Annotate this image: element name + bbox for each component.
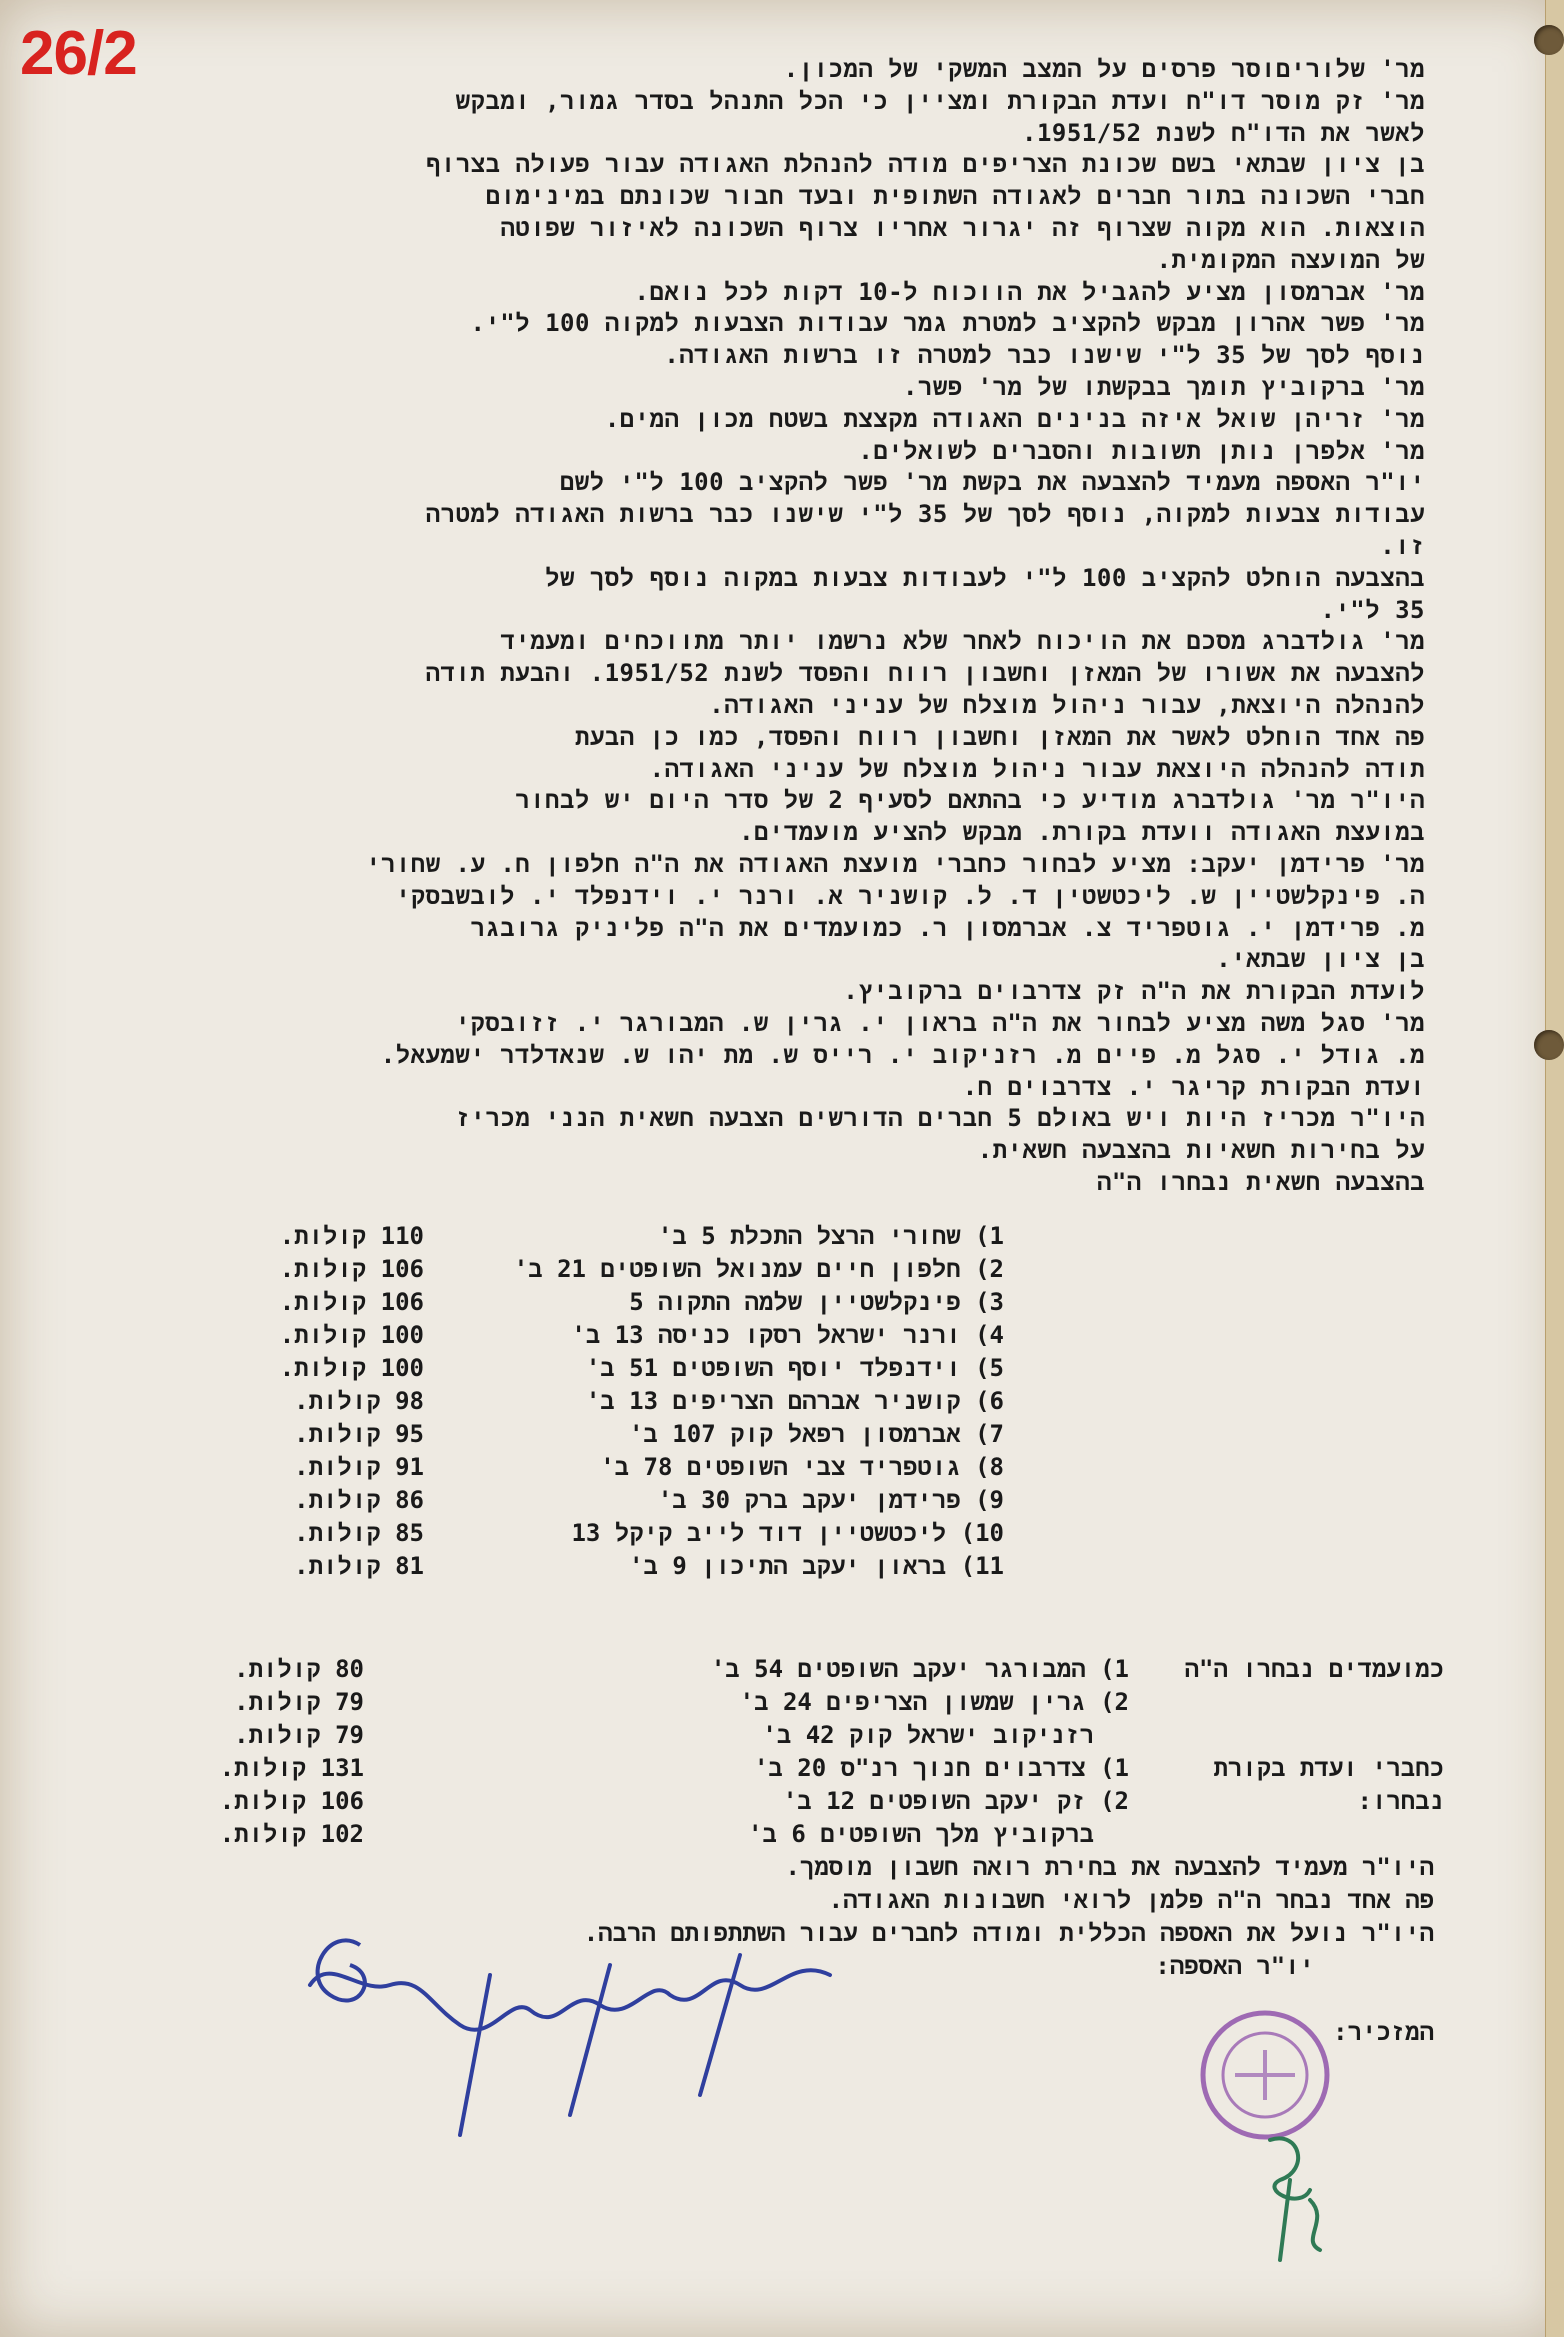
vote-row [571, 1319, 1004, 1352]
text-line: מר' פשר אהרון מבקש להקציב למטרת גמר עבודות הצבעות למקוה 100 ל"י. [470, 309, 1425, 338]
vote-number: 100 [380, 1321, 424, 1349]
vote-count [294, 1451, 424, 1484]
text-line: ועדת הבקורת קריגר י. צדרבוים ח. [962, 1072, 1425, 1101]
vote-count [220, 1818, 364, 1851]
vote-number: 95 [395, 1420, 424, 1448]
vote-index: 7) [975, 1420, 1004, 1448]
vote-index: 1) [1100, 1754, 1129, 1782]
text-line: להצבעה את אשורו של המאזן וחשבון רווח והפסד לשנת 1951/52. והבעת תודה [425, 659, 1425, 688]
text-line: בן ציון שבתאי בשם שכונת הצריפים מודה להנהלת האגודה עבור פעולה בצרוף [426, 150, 1425, 179]
vote-row [586, 1352, 1004, 1385]
vote-count [280, 1220, 424, 1253]
punch-hole-top [1534, 25, 1564, 55]
vote-number: 98 [395, 1387, 424, 1415]
vote-candidate: פרידמן יעקב ברק 30 ב' [657, 1486, 961, 1514]
green-initials [1250, 2120, 1340, 2270]
vote-unit: קולות. [219, 1787, 307, 1815]
vote-number: 80 [335, 1655, 364, 1683]
text-line: מר' זריהן שואל איזה בנינים האגודה מקצצת בשטח מכון המים. [604, 404, 1425, 433]
vote-unit: קולות. [219, 1820, 307, 1848]
paper-edge [1545, 0, 1564, 2337]
vote-count [220, 1752, 364, 1785]
vote-row [762, 1719, 1094, 1752]
vote-count [294, 1517, 424, 1550]
text-line: מר' גולדברג מסכם את הויכוח לאחר שלא נרשמו יותר מתווכחים ומעמיד [500, 627, 1425, 656]
vote-row [629, 1550, 1004, 1583]
vote-count [294, 1418, 424, 1451]
vote-unit: קולות. [279, 1354, 367, 1382]
vote-index: 2) [1100, 1787, 1129, 1815]
vote-number: 106 [380, 1288, 424, 1316]
text-line: מר' סגל משה מציע לבחור את ה"ה בראון י. גרין ש. המבורגר י. זזובסקי [455, 1008, 1425, 1037]
vote-unit: קולות. [294, 1453, 381, 1481]
text-line: מר' אלפרן נותן תשובות והסברים לשואלים. [858, 436, 1425, 465]
vote-row [514, 1253, 1004, 1286]
text-line: בהצבעה חשאית נבחרו ה"ה [1096, 1167, 1425, 1196]
vote-candidate: ליכטשטיין דוד לייב קיקל 13 [571, 1519, 947, 1547]
vote-number: 86 [395, 1486, 424, 1514]
vote-row [571, 1517, 1004, 1550]
text-line: מ. גודל י. סגל מ. פיים מ. רזניקוב י. רייס ש. מת יהו ש. שנאדלדר ישמעאל. [380, 1040, 1425, 1069]
vote-row [658, 1484, 1004, 1517]
vote-candidate: רזניקוב ישראל קוק 42 ב' [762, 1721, 1094, 1749]
text-line: מר' זק מוסר דו"ח ועדת הבקורת ומציין כי הכל התנהל בסדר גמור, ומבקש [455, 86, 1425, 115]
page-number: 26/2 [20, 19, 137, 88]
vote-unit: קולות. [234, 1655, 321, 1683]
vote-row [754, 1752, 1129, 1785]
vote-row [740, 1686, 1129, 1719]
text-line: של המועצה המקומית. [1156, 245, 1425, 274]
vote-index: 3) [975, 1288, 1004, 1316]
vote-count [234, 1653, 364, 1686]
vote-number: 79 [335, 1688, 364, 1716]
text-line: בן ציון שבתאי. [1216, 945, 1425, 974]
text-line: מר' פרידמן יעקב: מציע לבחור כחברי מועצת האגודה את ה"ה חלפון ח. ע. שחורי [366, 849, 1425, 878]
vote-index: 6) [975, 1387, 1004, 1415]
vote-index: 9) [975, 1486, 1004, 1514]
vote-candidate: בראון יעקב התיכון 9 ב' [629, 1552, 947, 1580]
vote-unit: קולות. [294, 1486, 381, 1514]
text-line: מר' שלוריםוסר פרסים על המצב המשקי של המכון. [783, 55, 1425, 83]
vote-number: 102 [320, 1820, 364, 1848]
text-line: פה אחד הוחלט לאשר את המאזן וחשבון רווח והפסד, כמו כן הבעת [575, 722, 1425, 751]
vote-unit: קולות. [219, 1754, 307, 1782]
vote-index: 8) [975, 1453, 1004, 1481]
vote-row [629, 1418, 1004, 1451]
candidates-label: כמועמדים נבחרו ה"ה [1184, 1655, 1444, 1683]
vote-candidate: אברמסון רפאל קוק 107 ב' [628, 1420, 961, 1448]
vote-candidate: קושניר אברהם הצריפים 13 ב' [585, 1387, 961, 1415]
vote-row [748, 1818, 1094, 1851]
vote-index: 10) [960, 1519, 1004, 1547]
vote-unit: קולות. [294, 1387, 381, 1415]
vote-candidate: שחורי הרצל התכלת 5 ב' [657, 1222, 961, 1250]
vote-unit: קולות. [279, 1255, 367, 1283]
vote-candidate: גרין שמשון הצריפים 24 ב' [739, 1688, 1086, 1716]
vote-candidate: זק יעקב השופטים 12 ב' [782, 1787, 1086, 1815]
closing-line: היו"ר מעמיד להצבעה את בחירת רואה חשבון מוסמך. [785, 1853, 1434, 1881]
text-line: במועצת האגודה וועדת בקורת. מבקש להציע מועמדים. [739, 818, 1425, 847]
vote-count [280, 1319, 424, 1352]
punch-hole-bottom [1534, 1030, 1564, 1060]
vote-candidate: המבורגר יעקב השופטים 54 ב' [710, 1655, 1086, 1683]
vote-index: 5) [975, 1354, 1004, 1382]
text-line: 35 ל"י. [1320, 595, 1425, 624]
vote-row [600, 1451, 1004, 1484]
text-line: הוצאות. הוא מקוה שצרוף זה יגרור אחריו צרוף השכונה לאיזור שפוטה [500, 213, 1425, 242]
vote-index: 1) [1100, 1655, 1129, 1683]
text-line: על בחירות חשאיות בהצבעה חשאית. [977, 1136, 1425, 1165]
audit-label-elected: נבחרו: [1357, 1787, 1444, 1815]
vote-candidate: ברקוביץ מלך השופטים 6 ב' [748, 1820, 1094, 1848]
vote-count [280, 1352, 424, 1385]
vote-unit: קולות. [294, 1519, 381, 1547]
vote-row [484, 1220, 1004, 1253]
text-line: מר' אברמסון מציע להגביל את הווכוח ל-10 דקות לכל נואם. [634, 277, 1425, 306]
vote-candidate: פינקלשטיין שלמה התקוה 5 [629, 1288, 961, 1316]
vote-index: 11) [960, 1552, 1004, 1580]
closing-line: היו"ר נועל את האספה הכללית ומודה לחברים עבור השתתפותם הרבה. [583, 1919, 1434, 1947]
secretary-label: המזכיר: [1333, 2018, 1434, 2046]
vote-unit: קולות. [234, 1688, 321, 1716]
text-line: עבודות צבעות למקוה, נוסף לסך של 35 ל"י שישנו כבר ברשות האגודה למטרה [425, 500, 1425, 529]
vote-count [234, 1686, 364, 1719]
text-line: היו"ר מכריז היות ויש באולם 5 חברים הדורשים הצבעה חשאית הנני מכריז [455, 1104, 1425, 1133]
vote-number: 81 [395, 1552, 424, 1580]
text-line: מ. פרידמן י. גוטפריד צ. אברמסון ר. כמועמדים את ה"ה פליניק גרובגר [470, 913, 1425, 942]
text-line: לאשר את הדו"ח לשנת 1951/52. [1022, 118, 1425, 147]
signature-scribble [270, 1915, 870, 2155]
audit-label: כחברי ועדת בקורת [1213, 1754, 1444, 1782]
vote-number: 106 [380, 1255, 424, 1283]
text-line: בהצבעה הוחלט להקציב 100 ל"י לעבודות צבעות במקוה נוסף לסך של [545, 563, 1425, 592]
vote-candidate: וידנפלד יוסף השופטים 51 ב' [585, 1354, 961, 1382]
vote-index: 1) [975, 1222, 1004, 1250]
vote-unit: קולות. [279, 1222, 367, 1250]
vote-number: 131 [320, 1754, 364, 1782]
vote-count [280, 1253, 424, 1286]
vote-number: 91 [395, 1453, 424, 1481]
vote-unit: קולות. [279, 1288, 367, 1316]
vote-count [294, 1484, 424, 1517]
vote-count [294, 1550, 424, 1583]
vote-unit: קולות. [279, 1321, 367, 1349]
vote-unit: קולות. [294, 1420, 381, 1448]
text-line: נוסף לסך של 35 ל"י שישנו כבר למטרה זו ברשות האגודה. [664, 341, 1425, 370]
chair-label: יו"ר האספה: [1155, 1952, 1314, 1980]
vote-number: 106 [320, 1787, 364, 1815]
vote-count [220, 1785, 364, 1818]
vote-row [783, 1785, 1129, 1818]
vote-candidate: ורנר ישראל רסקו כניסה 13 ב' [571, 1321, 961, 1349]
vote-candidate: צדרבוים חנוך רנ"ס 20 ב' [753, 1754, 1086, 1782]
minutes-body [70, 54, 1425, 1199]
vote-count [234, 1719, 364, 1752]
text-line: חברי השכונה בתור חברים לאגודה השתופית ובעד חבור שכונתם במינימום [485, 182, 1425, 211]
text-line: תודה להנהלה היוצאת עבור ניהול מוצלח של עניני האגודה. [649, 754, 1425, 783]
vote-candidate: חלפון חיים עמנואל השופטים 21 ב' [513, 1255, 961, 1283]
vote-unit: קולות. [234, 1721, 321, 1749]
vote-number: 100 [380, 1354, 424, 1382]
vote-count [280, 1286, 424, 1319]
vote-number: 79 [335, 1721, 364, 1749]
vote-row [586, 1385, 1004, 1418]
closing-line: פה אחד נבחר ה"ה פלמן לרואי חשבונות האגודה. [828, 1886, 1434, 1914]
text-line: ה. פינקלשטיין ש. ליכטשטין ד. ל. קושניר א. ורנר י. וידנפלד י. לובשבסקי [395, 881, 1425, 910]
text-line: מר' ברקוביץ תומך בבקשתו של מר' פשר. [902, 372, 1425, 401]
vote-candidate: גוטפריד צבי השופטים 78 ב' [600, 1453, 961, 1481]
text-line: היו"ר מר' גולדברג מודיע כי בהתאם לסעיף 2 של סדר היום יש לבחור [515, 786, 1425, 815]
vote-unit: קולות. [294, 1552, 381, 1580]
vote-index: 4) [975, 1321, 1004, 1349]
text-line: זו. [1380, 531, 1425, 560]
vote-row [629, 1286, 1004, 1319]
text-line: יו"ר האספה מעמיד להצבעה את בקשת מר' פשר להקציב 100 ל"י לשם [559, 468, 1425, 497]
vote-count [294, 1385, 424, 1418]
vote-number: 85 [395, 1519, 424, 1547]
vote-index: 2) [1100, 1688, 1129, 1716]
text-line: להנהלה היוצאת, עבור ניהול מוצלח של עניני האגודה. [709, 690, 1425, 719]
text-line: לועדת הבקורת את ה"ה זק צדרבוים ברקוביץ. [843, 977, 1425, 1006]
vote-index: 2) [975, 1255, 1004, 1283]
vote-row [711, 1653, 1129, 1686]
vote-number: 110 [380, 1222, 424, 1250]
